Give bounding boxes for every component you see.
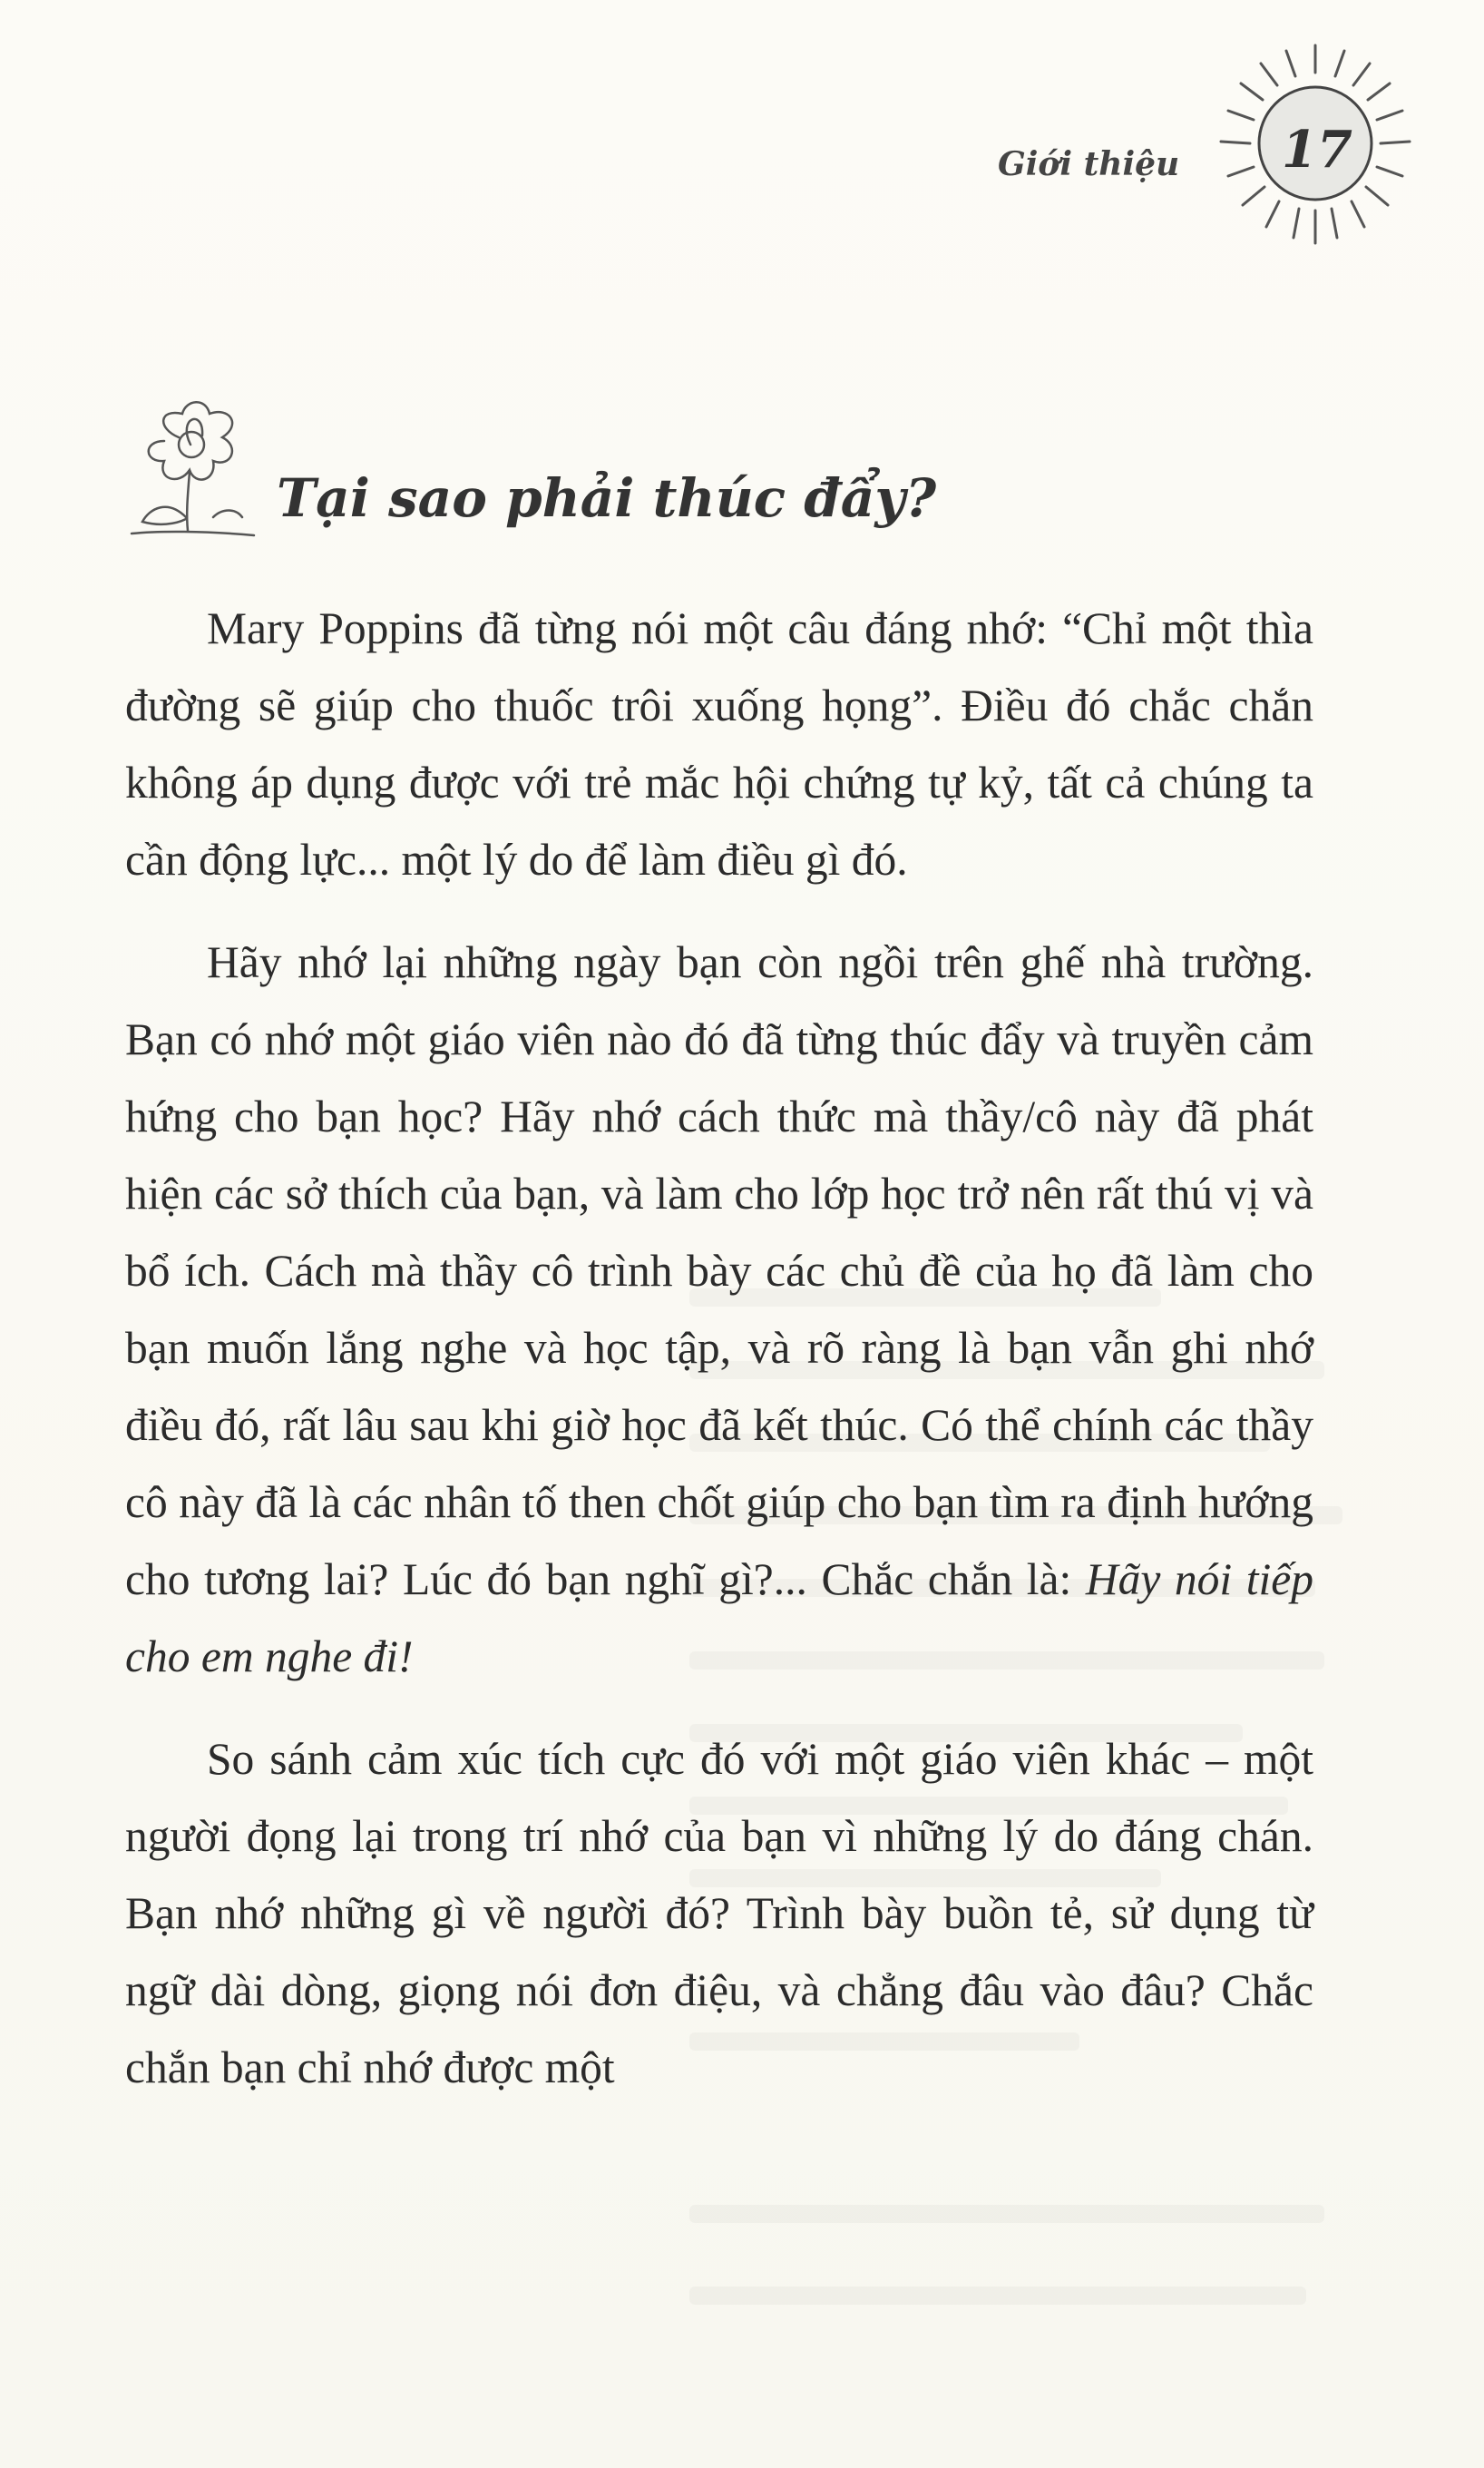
paragraph-1: Mary Poppins đã từng nói một câu đáng nhớ: “Chỉ một thìa đường sẽ giúp cho thuốc trôi xuống họng”. Điều đó chắc chắn không áp dụng được với trẻ mắc hội chứng tự kỷ, tất cả chúng ta cần động lực... một lý do để làm điều gì đó. [125,603,1313,885]
body-text [125,590,1313,2131]
flower-icon [122,381,259,544]
section-title: Giới thiệu [998,145,1180,183]
paragraph-3: So sánh cảm xúc tích cực đó với một giáo viên khác – một người đọng lại trong trí nhớ của bạn vì những lý do đáng chán. Bạn nhớ những gì về người đó? Trình bày buồn tẻ, sử dụng từ ngữ dài dòng, giọng nói đơn điệu, và chẳng đâu vào đâu? Chắc chắn bạn chỉ nhớ được một [125,1734,1313,2092]
paragraph-2-emphasis: Hãy nói tiếp cho em nghe đi! [125,1554,1313,1681]
paragraph-2-text: Hãy nhớ lại những ngày bạn còn ngồi trên ghế nhà trường. Bạn có nhớ một giáo viên nào đó đã từng thúc đẩy và truyền cảm hứng cho bạn học? Hãy nhớ cách thức mà thầy/cô này đã phát hiện các sở thích của bạn, và làm cho lớp học trở nên rất thú vị và bổ ích. Cách mà thầy cô trình bày các chủ đề của họ đã làm cho bạn muốn lắng nghe và học tập, và rõ ràng là bạn vẫn ghi nhớ điều đó, rất lâu sau khi giờ học đã kết thúc. Có thể chính các thầy cô này đã là các nhân tố then chốt giúp cho bạn tìm ra định hướng cho tương lai? Lúc đó bạn nghĩ gì?... Chắc chắn là: [125,937,1313,1604]
page-number: 17 [1282,120,1352,180]
section-heading: Tại sao phải thúc đẩy? [277,467,937,529]
paragraph-2 [125,924,1313,1695]
